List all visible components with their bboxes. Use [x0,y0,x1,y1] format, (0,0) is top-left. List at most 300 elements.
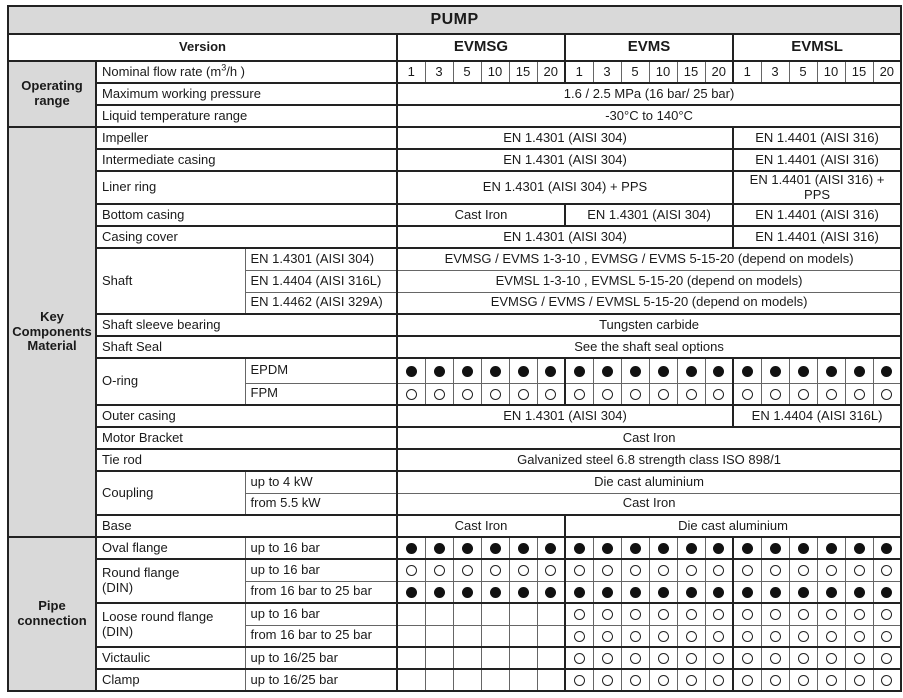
coupling-from-5-5kw-label: from 5.5 kW [245,493,397,515]
filled-circle-icon [462,366,473,377]
open-dot-cell [677,647,705,669]
open-circle-icon [881,675,892,686]
filled-circle-icon [881,366,892,377]
empty-dot-cell [453,603,481,625]
coupling-from-5-5kw-value: Cast Iron [397,493,901,515]
open-circle-icon [630,609,641,620]
open-circle-icon [798,565,809,576]
filled-dot-cell [621,581,649,603]
open-circle-icon [406,389,417,400]
empty-dot-cell [537,647,565,669]
open-dot-cell [845,559,873,581]
table-row [8,314,901,336]
open-dot-cell [453,383,481,405]
filled-dot-cell [873,537,901,559]
filled-circle-icon [434,366,445,377]
table-row [8,559,901,581]
filled-circle-icon [630,366,641,377]
open-circle-icon [658,609,669,620]
filled-dot-cell [789,581,817,603]
round-flange-din: (DIN) [102,580,134,595]
filled-dot-cell [817,537,845,559]
clamp-label: Clamp [96,669,245,691]
filled-dot-cell [845,581,873,603]
open-circle-icon [686,675,697,686]
filled-circle-icon [713,587,724,598]
table-row [8,83,901,105]
table-row [8,471,901,493]
open-circle-icon [713,565,724,576]
filled-dot-cell [509,537,537,559]
intermediate-casing-evmsg-evms-value: EN 1.4301 (AISI 304) [397,149,733,171]
open-circle-icon [826,653,837,664]
open-circle-icon [602,389,613,400]
empty-dot-cell [509,603,537,625]
open-dot-cell [593,625,621,647]
open-circle-icon [770,609,781,620]
open-circle-icon [826,389,837,400]
flow-rate-cell: 3 [425,61,453,83]
empty-dot-cell [397,625,425,647]
table-row [8,336,901,358]
open-dot-cell [789,603,817,625]
filled-circle-icon [406,543,417,554]
filled-dot-cell [425,537,453,559]
open-dot-cell [649,669,677,691]
flow-rate-cell: 3 [593,61,621,83]
flow-rate-cell: 20 [537,61,565,83]
empty-dot-cell [509,669,537,691]
open-dot-cell [481,383,509,405]
flow-rate-cell: 1 [397,61,425,83]
shaft-grade-304-models: EVMSG / EVMS 1-3-10 , EVMSG / EVMS 5-15-20 (depend on models) [397,248,901,270]
open-dot-cell [873,669,901,691]
version-evms: EVMS [565,34,733,61]
open-dot-cell [537,559,565,581]
open-circle-icon [658,389,669,400]
open-dot-cell [705,383,733,405]
version-header-label: Version [8,34,397,61]
table-row [8,127,901,149]
version-evmsl: EVMSL [733,34,901,61]
filled-circle-icon [770,543,781,554]
open-dot-cell [845,625,873,647]
empty-dot-cell [453,625,481,647]
table-row [8,34,901,61]
open-circle-icon [490,565,501,576]
open-dot-cell [565,625,593,647]
flow-rate-cell: 15 [509,61,537,83]
outer-casing-evmsl-value: EN 1.4404 (AISI 316L) [733,405,901,427]
section-key-components-material: Key Components Material [8,127,96,537]
motor-bracket-value: Cast Iron [397,427,901,449]
empty-dot-cell [481,603,509,625]
open-dot-cell [565,383,593,405]
open-dot-cell [873,625,901,647]
loose-round-flange-up-to-16-range: up to 16 bar [245,603,397,625]
empty-dot-cell [481,669,509,691]
bottom-casing-evms-value: EN 1.4301 (AISI 304) [565,204,733,226]
open-dot-cell [537,383,565,405]
filled-dot-cell [425,581,453,603]
page-title: PUMP [8,6,901,34]
open-circle-icon [630,389,641,400]
filled-dot-cell [817,581,845,603]
filled-circle-icon [658,366,669,377]
section-operating-range: Operating range [8,61,96,127]
open-circle-icon [574,389,585,400]
filled-dot-cell [649,581,677,603]
filled-dot-cell [425,358,453,383]
open-circle-icon [602,631,613,642]
open-circle-icon [574,631,585,642]
filled-dot-cell [733,581,761,603]
empty-dot-cell [425,647,453,669]
open-dot-cell [817,559,845,581]
open-circle-icon [881,653,892,664]
open-circle-icon [742,389,753,400]
empty-dot-cell [509,647,537,669]
table-row [8,537,901,559]
liner-ring-evmsl-value: EN 1.4401 (AISI 316) + PPS [733,171,901,204]
flow-rate-cell: 10 [481,61,509,83]
filled-dot-cell [733,537,761,559]
nominal-flow-text-post: /h ) [226,63,246,79]
filled-dot-cell [649,358,677,383]
open-circle-icon [630,565,641,576]
filled-dot-cell [537,358,565,383]
bottom-casing-evmsl-value: EN 1.4401 (AISI 316) [733,204,901,226]
open-dot-cell [565,603,593,625]
open-circle-icon [713,609,724,620]
filled-circle-icon [713,366,724,377]
filled-circle-icon [881,587,892,598]
table-row [8,449,901,471]
flow-rate-cell: 5 [621,61,649,83]
filled-dot-cell [453,581,481,603]
open-dot-cell [593,559,621,581]
open-dot-cell [733,669,761,691]
open-dot-cell [845,383,873,405]
open-circle-icon [742,675,753,686]
nominal-flow-text-pre: Nominal flow rate (m [102,63,222,79]
o-ring-epdm-label: EPDM [245,358,397,383]
filled-circle-icon [518,587,529,598]
open-dot-cell [873,647,901,669]
shaft-grade-329a: EN 1.4462 (AISI 329A) [245,292,397,314]
filled-circle-icon [490,543,501,554]
open-circle-icon [798,609,809,620]
open-circle-icon [574,675,585,686]
open-circle-icon [602,565,613,576]
coupling-label: Coupling [96,471,245,515]
open-circle-icon [518,389,529,400]
open-circle-icon [574,653,585,664]
filled-circle-icon [686,543,697,554]
open-dot-cell [677,625,705,647]
coupling-up-to-4kw-value: Die cast aluminium [397,471,901,493]
filled-circle-icon [545,587,556,598]
table-row [8,226,901,248]
open-dot-cell [649,383,677,405]
open-circle-icon [798,389,809,400]
open-dot-cell [593,647,621,669]
open-dot-cell [677,603,705,625]
open-dot-cell [565,647,593,669]
filled-dot-cell [621,537,649,559]
open-circle-icon [602,653,613,664]
open-dot-cell [733,559,761,581]
open-dot-cell [705,647,733,669]
open-circle-icon [881,389,892,400]
open-circle-icon [881,609,892,620]
flow-rate-cell: 15 [677,61,705,83]
open-dot-cell [705,669,733,691]
open-dot-cell [621,603,649,625]
open-dot-cell [817,625,845,647]
filled-circle-icon [490,587,501,598]
filled-circle-icon [574,587,585,598]
open-dot-cell [817,383,845,405]
table-row [8,405,901,427]
open-circle-icon [770,631,781,642]
open-circle-icon [881,631,892,642]
open-circle-icon [713,389,724,400]
version-evmsg: EVMSG [397,34,565,61]
flow-rate-cell: 10 [817,61,845,83]
filled-dot-cell [705,581,733,603]
open-circle-icon [686,609,697,620]
impeller-evmsg-evms-value: EN 1.4301 (AISI 304) [397,127,733,149]
impeller-evmsl-value: EN 1.4401 (AISI 316) [733,127,901,149]
shaft-grade-329a-models: EVMSG / EVMS / EVMSL 5-15-20 (depend on models) [397,292,901,314]
filled-circle-icon [686,587,697,598]
open-dot-cell [621,669,649,691]
empty-dot-cell [537,625,565,647]
table-row [8,105,901,127]
filled-circle-icon [854,366,865,377]
outer-casing-label: Outer casing [96,405,397,427]
open-circle-icon [826,565,837,576]
filled-circle-icon [490,366,501,377]
open-circle-icon [742,565,753,576]
filled-circle-icon [881,543,892,554]
filled-dot-cell [509,581,537,603]
filled-circle-icon [518,543,529,554]
filled-dot-cell [761,581,789,603]
filled-dot-cell [733,358,761,383]
base-label: Base [96,515,397,537]
open-circle-icon [630,653,641,664]
filled-circle-icon [406,366,417,377]
flow-rate-cell: 15 [845,61,873,83]
open-circle-icon [770,389,781,400]
table-row [8,149,901,171]
open-circle-icon [545,565,556,576]
open-dot-cell [677,383,705,405]
filled-circle-icon [518,366,529,377]
open-circle-icon [545,389,556,400]
open-circle-icon [854,389,865,400]
open-circle-icon [713,631,724,642]
open-dot-cell [845,647,873,669]
tie-rod-value: Galvanized steel 6.8 strength class ISO 898/1 [397,449,901,471]
filled-dot-cell [677,358,705,383]
open-circle-icon [686,631,697,642]
round-flange-up-to-16-range: up to 16 bar [245,559,397,581]
open-circle-icon [742,653,753,664]
round-flange-16-to-25-range: from 16 bar to 25 bar [245,581,397,603]
open-dot-cell [761,559,789,581]
flow-rate-cell: 5 [453,61,481,83]
empty-dot-cell [425,603,453,625]
filled-circle-icon [574,366,585,377]
open-dot-cell [649,559,677,581]
open-dot-cell [593,603,621,625]
open-circle-icon [826,631,837,642]
filled-dot-cell [397,581,425,603]
open-circle-icon [406,565,417,576]
open-dot-cell [621,559,649,581]
filled-dot-cell [593,358,621,383]
open-circle-icon [658,565,669,576]
filled-dot-cell [481,358,509,383]
empty-dot-cell [397,669,425,691]
open-dot-cell [705,559,733,581]
filled-circle-icon [826,587,837,598]
liner-ring-evmsg-evms-value: EN 1.4301 (AISI 304) + PPS [397,171,733,204]
o-ring-label: O-ring [96,358,245,405]
filled-dot-cell [761,537,789,559]
filled-circle-icon [742,543,753,554]
loose-round-flange-name: Loose round flange [102,609,214,625]
loose-round-flange-16-to-25-range: from 16 bar to 25 bar [245,625,397,647]
filled-dot-cell [677,581,705,603]
open-dot-cell [789,647,817,669]
o-ring-fpm-label: FPM [245,383,397,405]
table-row [8,171,901,204]
open-dot-cell [761,383,789,405]
filled-circle-icon [545,366,556,377]
open-dot-cell [677,669,705,691]
open-dot-cell [425,559,453,581]
open-circle-icon [826,609,837,620]
flow-rate-cell: 20 [873,61,901,83]
empty-dot-cell [537,669,565,691]
shaft-sleeve-bearing-label: Shaft sleeve bearing [96,314,397,336]
max-pressure-value: 1.6 / 2.5 MPa (16 bar/ 25 bar) [397,83,901,105]
shaft-label: Shaft [96,248,245,314]
open-dot-cell [565,559,593,581]
round-flange-label [96,559,245,603]
shaft-grade-304: EN 1.4301 (AISI 304) [245,248,397,270]
open-dot-cell [761,669,789,691]
filled-dot-cell [789,358,817,383]
filled-circle-icon [434,587,445,598]
filled-dot-cell [649,537,677,559]
shaft-seal-value: See the shaft seal options [397,336,901,358]
open-circle-icon [826,675,837,686]
filled-circle-icon [798,543,809,554]
table-row [8,647,901,669]
open-circle-icon [854,675,865,686]
filled-dot-cell [593,537,621,559]
open-dot-cell [705,625,733,647]
nominal-flow-rate-label [96,61,397,83]
filled-dot-cell [845,358,873,383]
filled-dot-cell [621,358,649,383]
filled-circle-icon [798,587,809,598]
open-circle-icon [686,565,697,576]
empty-dot-cell [425,625,453,647]
filled-circle-icon [826,366,837,377]
open-dot-cell [481,559,509,581]
open-circle-icon [574,565,585,576]
open-dot-cell [621,647,649,669]
open-dot-cell [733,383,761,405]
open-dot-cell [817,647,845,669]
empty-dot-cell [481,625,509,647]
empty-dot-cell [453,647,481,669]
filled-dot-cell [705,358,733,383]
impeller-label: Impeller [96,127,397,149]
round-flange-name: Round flange [102,565,180,581]
filled-dot-cell [481,581,509,603]
open-dot-cell [509,383,537,405]
filled-circle-icon [434,543,445,554]
loose-round-flange-label [96,603,245,647]
table-row [8,61,901,83]
empty-dot-cell [481,647,509,669]
open-dot-cell [789,625,817,647]
filled-circle-icon [406,587,417,598]
casing-cover-evmsl-value: EN 1.4401 (AISI 316) [733,226,901,248]
filled-circle-icon [742,587,753,598]
table-row [8,358,901,383]
base-evms-evmsl-value: Die cast aluminium [565,515,901,537]
open-circle-icon [630,675,641,686]
open-dot-cell [789,383,817,405]
filled-circle-icon [826,543,837,554]
shaft-grade-316l-models: EVMSL 1-3-10 , EVMSL 5-15-20 (depend on models) [397,270,901,292]
filled-circle-icon [713,543,724,554]
open-circle-icon [713,675,724,686]
open-circle-icon [742,609,753,620]
open-dot-cell [509,559,537,581]
open-circle-icon [770,565,781,576]
open-circle-icon [742,631,753,642]
open-circle-icon [854,565,865,576]
open-circle-icon [462,389,473,400]
table-row [8,204,901,226]
open-circle-icon [798,675,809,686]
filled-circle-icon [742,366,753,377]
coupling-up-to-4kw-label: up to 4 kW [245,471,397,493]
filled-circle-icon [462,587,473,598]
bottom-casing-label: Bottom casing [96,204,397,226]
outer-casing-evmsg-evms-value: EN 1.4301 (AISI 304) [397,405,733,427]
flow-rate-cell: 3 [761,61,789,83]
filled-circle-icon [658,543,669,554]
flow-rate-cell: 5 [789,61,817,83]
liquid-temp-value: -30°C to 140°C [397,105,901,127]
flow-rate-cell: 10 [649,61,677,83]
oval-flange-label: Oval flange [96,537,245,559]
open-dot-cell [397,383,425,405]
open-dot-cell [453,559,481,581]
max-pressure-label: Maximum working pressure [96,83,397,105]
loose-round-flange-din: (DIN) [102,624,134,639]
